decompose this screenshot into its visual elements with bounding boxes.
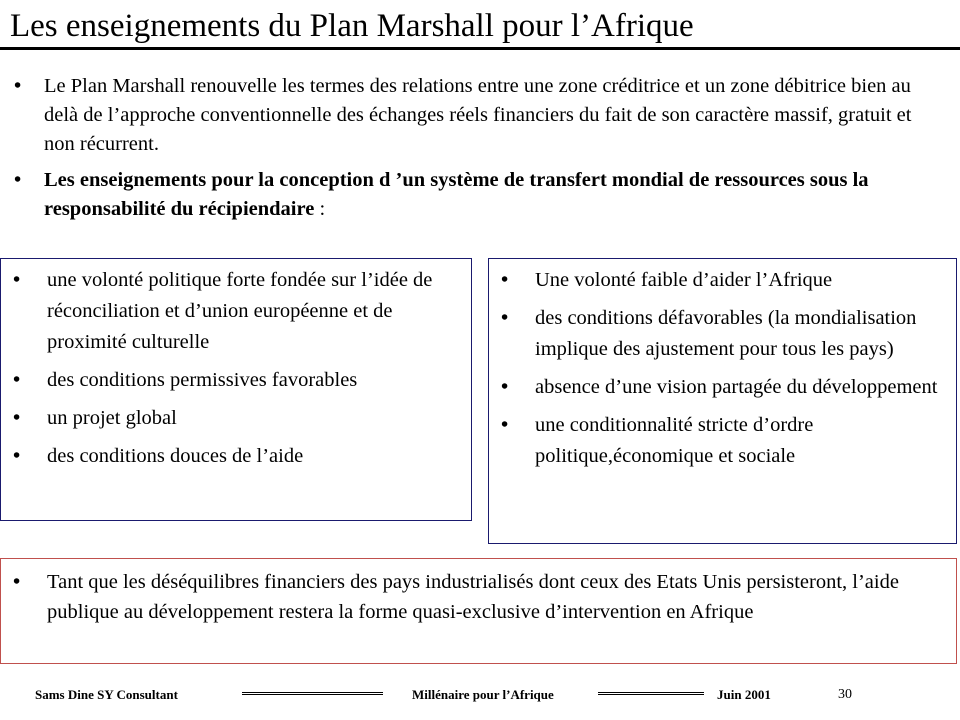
list-item-text: des conditions permissives favorables xyxy=(47,369,358,391)
intro-bullet-1 xyxy=(10,72,945,159)
intro-text-2-suffix: : xyxy=(314,198,326,220)
list-item xyxy=(497,410,950,472)
africa-conditions-list xyxy=(497,265,950,479)
africa-conditions-box xyxy=(488,258,957,544)
bullet-icon: • xyxy=(14,169,22,191)
intro-list xyxy=(10,72,945,231)
marshall-conditions-box xyxy=(0,258,472,521)
list-item xyxy=(497,303,950,365)
list-item xyxy=(497,372,950,403)
bullet-icon: • xyxy=(501,269,509,291)
bullet-icon: • xyxy=(13,571,21,593)
intro-text-2: Les enseignements pour la conception d ’un système de transfert mondial de ressources sous la responsabilité du récipiendaire xyxy=(44,169,869,220)
list-item xyxy=(9,265,465,358)
bullet-icon: • xyxy=(13,269,21,291)
bullet-icon: • xyxy=(13,445,21,467)
list-item-text: une volonté politique forte fondée sur l’idée de réconciliation et d’union européenne et de proximité culturelle xyxy=(47,269,433,353)
footer-author: Sams Dine SY Consultant xyxy=(35,687,178,702)
bullet-icon: • xyxy=(14,75,22,97)
list-item xyxy=(9,365,465,396)
bullet-icon: • xyxy=(13,407,21,429)
bullet-icon: • xyxy=(501,414,509,436)
bullet-icon: • xyxy=(501,307,509,329)
list-item-text: des conditions défavorables (la mondialisation implique des ajustement pour tous les pays) xyxy=(535,307,917,360)
intro-bullet-2 xyxy=(10,166,945,224)
list-item-text: une conditionnalité stricte d’ordre politique,économique et sociale xyxy=(535,414,814,467)
list-item xyxy=(9,567,950,627)
list-item-text: un projet global xyxy=(47,407,177,429)
list-item-text: absence d’une vision partagée du développement xyxy=(535,376,938,398)
footer-subtitle: Millénaire pour l’Afrique xyxy=(412,687,554,702)
footer-divider xyxy=(242,692,383,695)
bullet-icon: • xyxy=(13,369,21,391)
footer-divider xyxy=(598,692,704,695)
list-item xyxy=(9,441,465,472)
list-item-text: des conditions douces de l’aide xyxy=(47,445,304,467)
marshall-conditions-list xyxy=(9,265,465,479)
conclusion-box xyxy=(0,558,957,664)
list-item-text: Tant que les déséquilibres financiers des pays industrialisés dont ceux des Etats Unis persisteront, l’aide publique au développement restera la forme quasi-exclusive d’intervention en Afrique xyxy=(47,571,899,623)
list-item-text: Une volonté faible d’aider l’Afrique xyxy=(535,269,833,291)
footer-date: Juin 2001 xyxy=(717,687,771,702)
list-item xyxy=(9,403,465,434)
list-item xyxy=(497,265,950,296)
slide-footer xyxy=(0,687,960,707)
slide-title: Les enseignements du Plan Marshall pour l’Afrique xyxy=(10,8,694,44)
title-underline xyxy=(0,47,960,50)
page-number: 30 xyxy=(838,687,852,702)
bullet-icon: • xyxy=(501,376,509,398)
intro-text-1: Le Plan Marshall renouvelle les termes des relations entre une zone créditrice et un zone débitrice bien au delà de l’approche conventionnelle des échanges réels financiers du fait de son caractère massif, gratuit et non récurrent. xyxy=(44,75,912,155)
conclusion-list xyxy=(9,567,950,634)
